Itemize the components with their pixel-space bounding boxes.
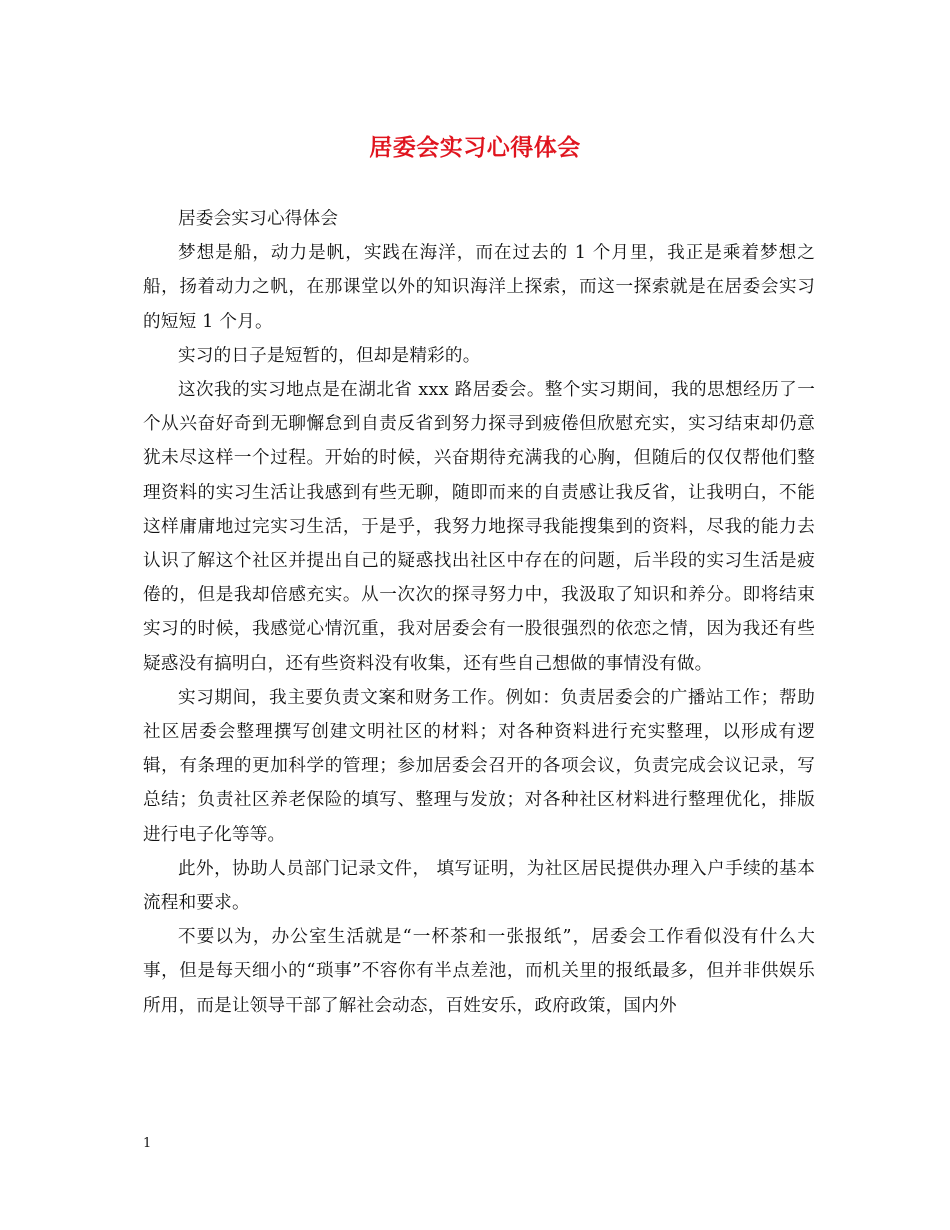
paragraph: 这次我的实习地点是在湖北省 xxx 路居委会。整个实习期间，我的思想经历了一个从兴奋好奇到无聊懈怠到自责反省到努力探寻到疲倦但欣慰充实，实习结束却仍意犹未尽这样一个过程。开始的时候，兴奋期待充满我的心胸，但随后的仅仅帮他们整理资料的实习生活让我感到有些无聊，随即而来的自责感让我反省，让我明白，不能这样庸庸地过完实习生活，于是乎，我努力地探寻我能搜集到的资料，尽我的能力去认识了解这个社区并提出自己的疑惑找出社区中存在的问题，后半段的实习生活是疲倦的，但是我却倍感充实。从一次次的探寻努力中，我汲取了知识和养分。即将结束实习的时候，我感觉心情沉重，我对居委会有一股很强烈的依恋之情，因为我还有些疑惑没有搞明白，还有些资料没有收集，还有些自己想做的事情没有做。 (143, 380, 815, 674)
paragraph: 不要以为，办公室生活就是“一杯茶和一张报纸”，居委会工作看似没有什么大事，但是每天细小的“琐事”不容你有半点差池，而机关里的报纸最多，但并非供娱乐所用，而是让领导干部了解社会动态，百姓安乐，政府政策，国内外 (143, 927, 815, 1016)
page-number: 1 (143, 1136, 152, 1151)
document-body (143, 202, 815, 1023)
document-title: 居委会实习心得体会 (369, 134, 581, 161)
paragraph: 实习期间，我主要负责文案和财务工作。例如：负责居委会的广播站工作；帮助社区居委会整理撰写创建文明社区的材料；对各种资料进行充实整理，以形成有逻辑，有条理的更加科学的管理；参加居委会召开的各项会议，负责完成会议记录，写总结；负责社区养老保险的填写、整理与发放；对各种社区材料进行整理优化，排版进行电子化等等。 (143, 687, 815, 845)
paragraph: 此外，协助人员部门记录文件， 填写证明，为社区居民提供办理入户手续的基本流程和要求。 (143, 858, 815, 914)
paragraph: 梦想是船，动力是帆，实践在海洋，而在过去的 1 个月里，我正是乘着梦想之船，扬着动力之帆，在那课堂以外的知识海洋上探索，而这一探索就是在居委会实习的短短 1 个月。 (143, 243, 815, 332)
paragraph: 居委会实习心得体会 (178, 209, 339, 229)
paragraph: 实习的日子是短暂的，但却是精彩的。 (178, 345, 481, 366)
